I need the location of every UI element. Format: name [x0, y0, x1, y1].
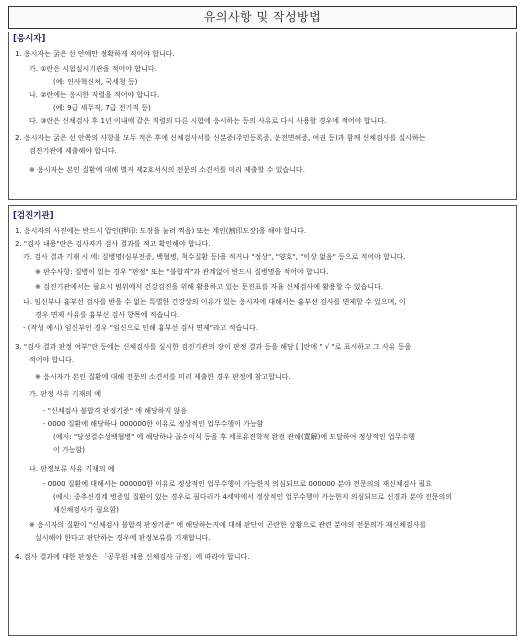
clinic-note: 실시해야 한다고 판단하는 경우에 판정보류를 기재합니다.: [35, 534, 211, 542]
clinic-line: 3. "검사 결과 판정 여부"란 등에는 신체검사를 실시한 검진기관의 장이 판정 결과 등을 해당 [ ]란에 " √ "로 표시하고 그 사유 등을: [15, 343, 412, 351]
clinic-note: ※ 응시자가 본인 질환에 대해 전문의 소견서를 미리 제출한 경우 판정에 참고합니다.: [35, 373, 291, 381]
clinic-line: - (작성 예시) 임신부인 경우 "임신으로 인해 흉부선 검사 면제"라고 적습니다.: [23, 324, 259, 332]
clinic-section: [8, 205, 517, 636]
clinic-line: (예시: "당성결수성백혈병" 에 해당하나 골수이식 등을 후 세포유전학적 완전 관해(寬解)에 도달하여 정상적인 업무수행: [53, 433, 415, 441]
applicant-note: ※ 응시자는 본인 질환에 대해 별지 제2호서식의 전문의 소견서를 미리 제출할 수 있습니다.: [29, 166, 305, 174]
clinic-line: 2. "검사 내용"란은 검사자가 검사 결과를 적고 확인해야 합니다.: [15, 240, 211, 248]
applicant-line: (예: 인사혁신처, 국세청 등): [53, 78, 138, 86]
clinic-line: 나. 임신부나 흉부선 검사를 받을 수 없는 특별한 건강상의 이유가 있는 응시자에 대해서는 흉부선 검사를 면제할 수 있으며, 이: [23, 298, 406, 306]
applicant-line: 검진기관에 제출해야 합니다.: [29, 147, 117, 155]
clinic-line: 4. 검사 결과에 대한 판정은 「공무원 채용 신체검사 규정」에 따라야 합니다.: [15, 553, 250, 561]
applicant-line: 가. ①란은 시험실시기관을 적어야 합니다.: [29, 65, 157, 73]
clinic-subheading: 나. 판정보류 사유 기재의 예: [29, 465, 115, 473]
clinic-line: - "신체검사 불합격 판정기준" 에 해당하지 않음: [43, 407, 188, 415]
applicant-line: 1. 응시자는 굵은 선 안에만 정확하게 적어야 합니다.: [15, 50, 175, 58]
applicant-heading: [응시자]: [13, 34, 46, 44]
clinic-note: ※ 판수사항: 질병이 있는 경우 "판정" 또는 "불합격"과 관계없이 반드시 질병명을 적어야 합니다.: [35, 268, 329, 276]
clinic-note: ※ 응시자의 질환이 "신체검사 불합격 판정기준" 에 해당하는지에 대해 판단이 곤란한 상황으로 관련 분야의 전문의가 재신체검사를: [29, 521, 427, 529]
clinic-subheading: 가. 판정 사유 기재의 예: [29, 390, 101, 398]
clinic-heading: [검진기관]: [13, 211, 54, 221]
applicant-line: 다. ③란은 신체검사 후 1년 이내에 같은 직렬의 다른 시험에 응시하는 등의 사유로 다시 사용할 경우에 적어야 합니다.: [29, 117, 387, 125]
clinic-line: - 0000 질환에 대해서는 000000한 이유로 정상적인 업무수행이 가능한지 의심되므로 000000 분야 전문의의 재신체검사 필요: [43, 480, 432, 488]
clinic-line: 이 가능함): [53, 446, 86, 454]
clinic-line: - 0000 질환에 해당하나 000000한 이유로 정상적인 업무수행이 가능함: [43, 420, 264, 428]
clinic-line: (예시: 중추신경계 병증일 질환이 있는 경우로 필다리가 4세약에서 정상적인 업무수행이 가능한지 의심되므로 신경과 분야 전문의의: [53, 493, 453, 501]
clinic-line: 경우 면제 사유를 흉부선 검사 항목에 적습니다.: [35, 311, 180, 319]
clinic-line: 적어야 합니다.: [29, 356, 75, 364]
clinic-line: 가. 검사 결과 기재 시 에: 질병명(심부전증, 백혈병, 척수질환 등)을 적거나 "정상", "양호", "이상 없음" 등으로 적어야 합니다.: [23, 253, 406, 261]
page-title: 유의사항 및 작성방법: [8, 6, 517, 29]
clinic-line: 재신체검사가 필요함): [53, 506, 119, 514]
applicant-line: (예: 9급 세무직, 7급 전기직 등): [53, 104, 151, 112]
clinic-note: ※ 검진기관에서는 필요시 범위에서 건강검진을 위해 활용하고 있는 문진표를 자율 신체검사에 활용할 수 있습니다.: [35, 283, 384, 291]
applicant-line: 2. 응시자는 굵은 선 안쪽의 사항을 모두 적은 후에 신체검사서를 신분증(주민등록증, 운전면허증, 여권 등)과 함께 신체검사를 실시하는: [15, 134, 426, 142]
applicant-line: 나. ②란에는 응시한 직렬을 적어야 합니다.: [29, 91, 160, 99]
clinic-line: 1. 응시자의 사진에는 반드시 압인(押印: 도장을 눌러 찍음) 또는 계인(割印도장)을 해야 합니다.: [15, 227, 307, 235]
applicant-section: [8, 32, 517, 200]
